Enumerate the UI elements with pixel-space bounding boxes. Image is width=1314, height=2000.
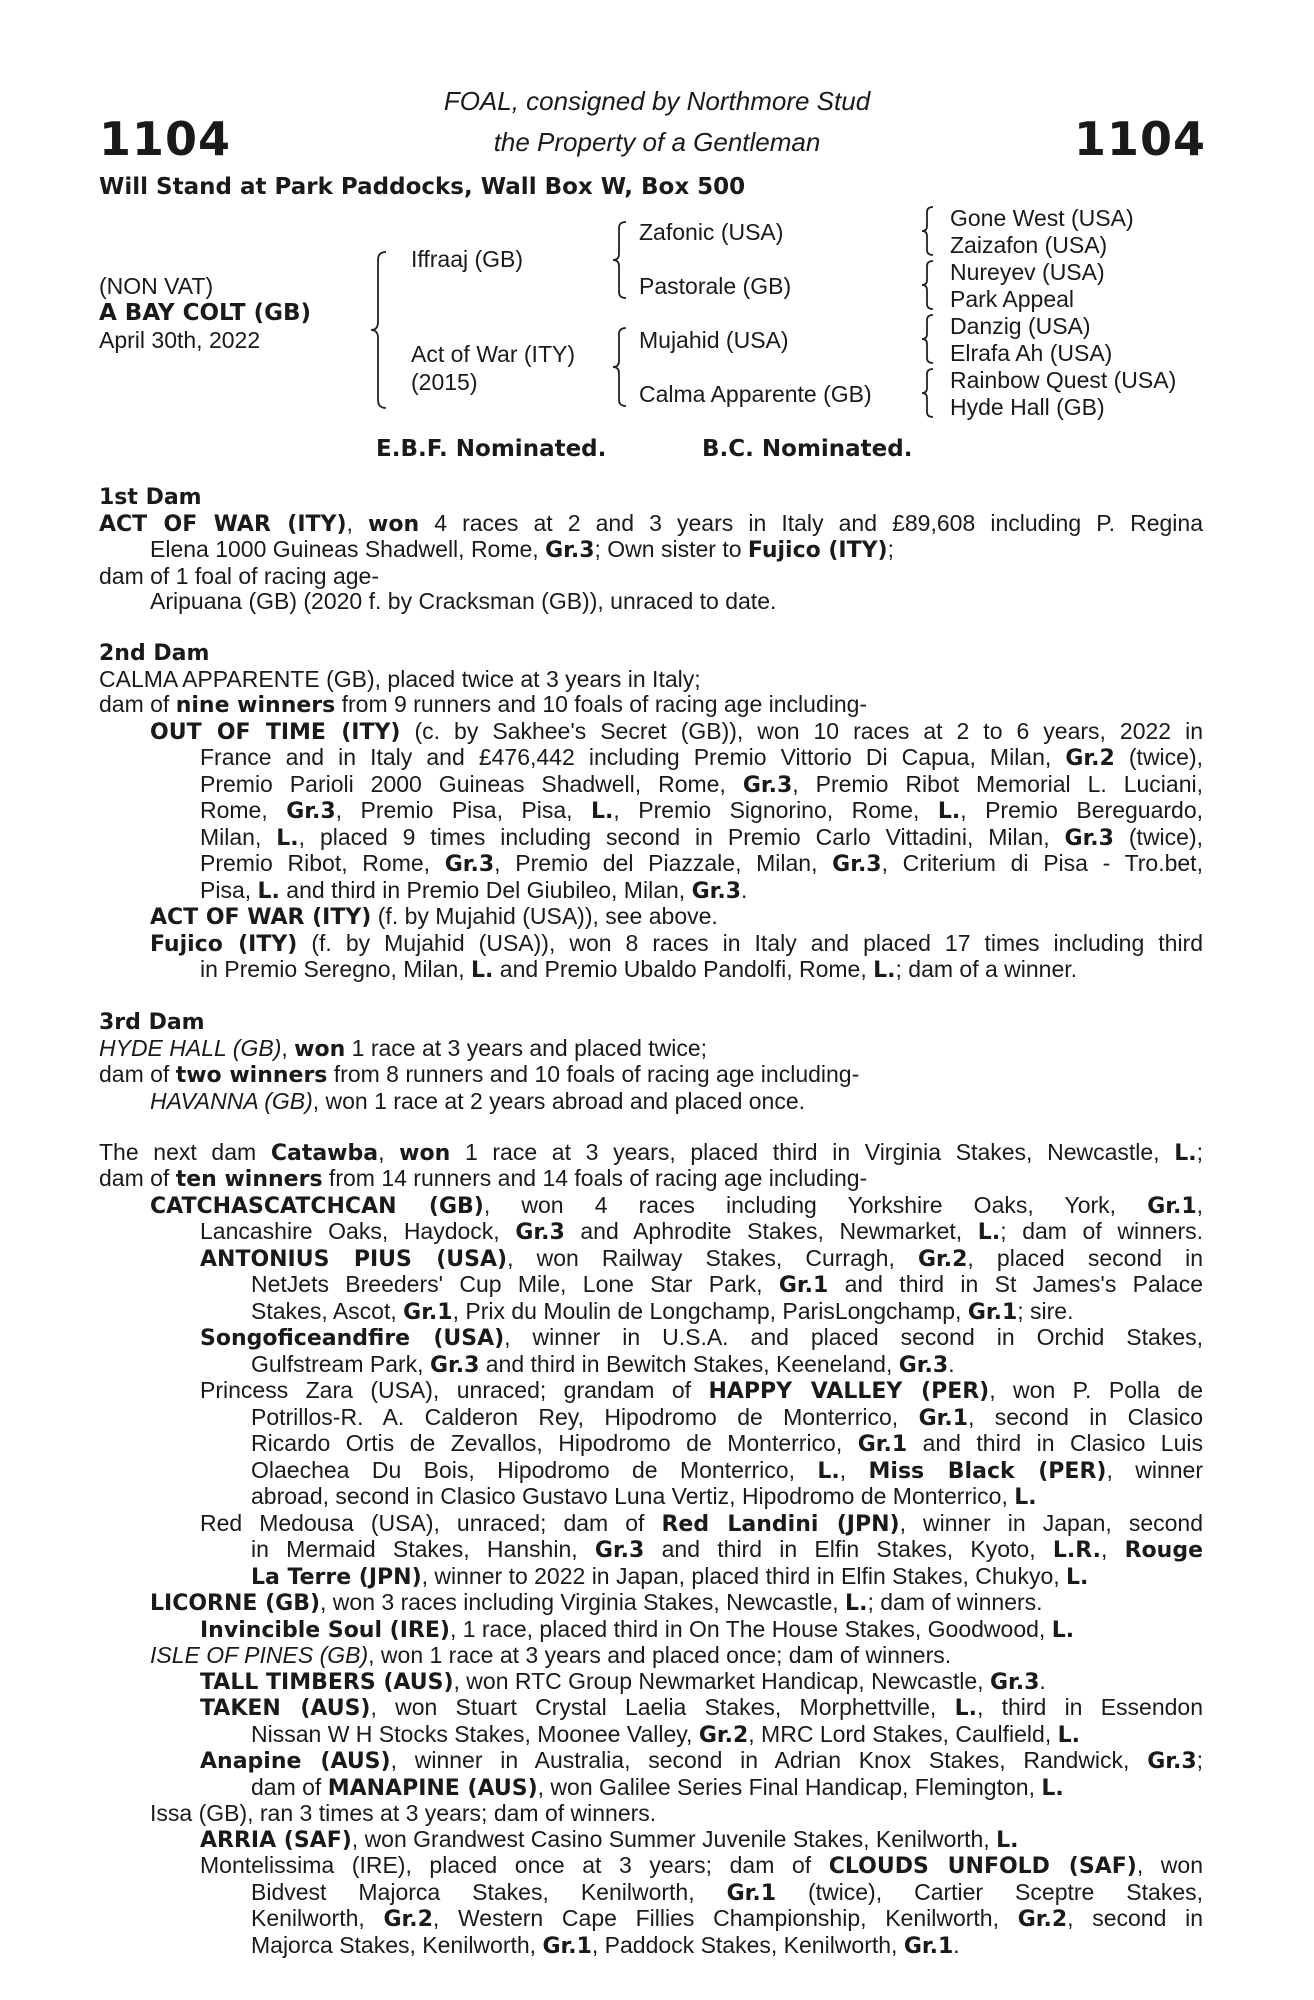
line-text: Aripuana (GB) (2020 f. by Cracksman (GB)), unraced to date. — [150, 588, 777, 614]
line-text: , second in Clasico — [968, 1403, 1203, 1430]
emphasis-text: Gr.1 — [1147, 1193, 1197, 1219]
emphasis-text: TALL TIMBERS (AUS) — [200, 1669, 454, 1695]
section-heading: 1st Dam — [99, 485, 202, 510]
emphasis-text: L. — [873, 958, 896, 983]
dam-year: (2015) — [411, 369, 478, 395]
emphasis-text: L. — [996, 1827, 1019, 1853]
line-text: and third in Clasico Luis — [907, 1430, 1203, 1456]
text-line — [99, 1590, 1203, 1617]
dam: Act of War (ITY) — [411, 341, 575, 367]
text-line — [99, 640, 1203, 667]
line-text: , won 4 races including Yorkshire Oaks, York, — [483, 1191, 1148, 1218]
line-text: , third in Essendon — [976, 1694, 1204, 1720]
text-line — [99, 1299, 1203, 1326]
text-line — [99, 719, 1203, 746]
line-text: (f. by Mujahid (USA)), won 8 races in Italy and placed 17 times including third — [297, 929, 1204, 956]
emphasis-text: nine winners — [175, 693, 336, 718]
text-line — [99, 484, 1203, 511]
line-text: Ricardo Ortis de Zevallos, Hipodromo de Monterrico, — [251, 1430, 858, 1456]
text-line — [99, 1748, 1203, 1775]
emphasis-text: Gr.3 — [545, 538, 595, 563]
line-text: Issa (GB), ran 3 times at 3 years; dam of winners. — [150, 1800, 657, 1826]
line-text: , Premio Ribot Memorial L. Luciani, — [792, 770, 1203, 797]
text-line — [99, 878, 1203, 905]
emphasis-text: Gr.3 — [594, 1538, 645, 1563]
line-text: , winner in U.S.A. and placed second in Orchid Stakes, — [504, 1324, 1204, 1350]
emphasis-text: Gr.1 — [918, 1405, 968, 1431]
text-line — [99, 692, 1203, 719]
emphasis-text: Gr.3 — [832, 852, 882, 877]
gen3-brace-3 — [920, 313, 936, 365]
text-line — [99, 1801, 1203, 1827]
line-text: , won Grandwest Casino Summer Juvenile Stakes, Kenilworth, — [351, 1825, 997, 1852]
property-line: the Property of a Gentleman — [493, 127, 821, 157]
text-line — [99, 1325, 1203, 1352]
emphasis-text: L. — [1041, 1775, 1064, 1801]
line-text: and third in Bewitch Stakes, Keeneland, — [479, 1350, 899, 1377]
line-text: dam of — [251, 1773, 328, 1800]
line-text: and Premio Ubaldo Pandolfi, Rome, — [493, 956, 874, 982]
emphasis-text: Gr.2 — [698, 1722, 749, 1748]
spacer — [99, 1114, 1203, 1140]
emphasis-text: L. — [954, 1696, 977, 1721]
text-line — [99, 851, 1203, 878]
line-text: , won 1 race at 3 years and placed once; dam of winners. — [368, 1642, 952, 1668]
line-text: . — [741, 876, 748, 903]
line-text: . — [953, 1931, 960, 1958]
line-text: in Premio Seregno, Milan, — [200, 956, 472, 982]
emphasis-text: ACT OF WAR (ITY) — [150, 905, 372, 930]
emphasis-text: Gr.1 — [778, 1273, 829, 1298]
line-text: Princess Zara (USA), unraced; grandam of — [200, 1377, 709, 1403]
emphasis-text: OUT OF TIME (ITY) — [150, 719, 401, 745]
section-heading: 2nd Dam — [99, 641, 210, 666]
line-text: Premio Ribot, Rome, — [200, 850, 445, 876]
text-line — [99, 1352, 1203, 1379]
text-line — [99, 1643, 1203, 1669]
line-text: , MRC Lord Stakes, Caulfield, — [748, 1720, 1058, 1747]
text-line — [99, 667, 1203, 693]
line-text: France and in Italy and £476,442 including Premio Vittorio Di Capua, Milan, — [200, 744, 1066, 770]
text-line — [99, 1378, 1203, 1405]
emphasis-text: Gr.3 — [429, 1352, 480, 1378]
emphasis-text: L. — [845, 1591, 868, 1616]
text-line — [99, 1695, 1203, 1722]
line-text: , Premio Signorino, Rome, — [613, 797, 938, 823]
line-text: Rome, — [200, 797, 287, 823]
line-text: , 1 race, placed third in On The House Stakes, Goodwood, — [449, 1615, 1052, 1642]
emphasis-text: L. — [977, 1220, 1001, 1245]
emphasis-text: L. — [1066, 1564, 1089, 1590]
line-text: , won 3 races including Virginia Stakes, Newcastle, — [320, 1589, 846, 1615]
text-line — [99, 1272, 1203, 1299]
line-text: Bidvest Majorca Stakes, Kenilworth, — [251, 1878, 727, 1905]
line-text: , Western Cape Fillies Championship, Kenilworth, — [432, 1905, 1018, 1931]
gen3-3: Nureyev (USA) — [950, 259, 1105, 285]
line-text: , placed 9 times including second in Premio Carlo Vittadini, Milan, — [298, 823, 1065, 850]
text-line — [99, 1431, 1203, 1458]
text-line — [99, 1484, 1203, 1511]
sire: Iffraaj (GB) — [411, 246, 524, 272]
line-text: (twice), Cartier Sceptre Stakes, — [776, 1878, 1203, 1905]
text-line — [99, 1219, 1203, 1246]
text-line — [99, 1009, 1203, 1036]
line-text: abroad, second in Clasico Gustavo Luna Vertiz, Hipodromo de Monterrico, — [251, 1483, 1015, 1509]
line-text: ; sire. — [1017, 1297, 1074, 1324]
emphasis-text: Red Landini (JPN) — [661, 1511, 900, 1537]
line-text: dam of — [99, 1061, 176, 1087]
emphasis-text: L. — [937, 799, 961, 824]
gen3-2: Zaizafon (USA) — [950, 232, 1108, 258]
line-text: dam of — [99, 691, 176, 717]
line-text: , — [839, 1456, 869, 1483]
lot-number-right: 1104 — [1073, 112, 1206, 166]
text-line — [99, 1193, 1203, 1220]
text-line — [99, 798, 1203, 825]
line-text: , Premio Bereguardo, — [960, 797, 1203, 823]
text-line — [99, 589, 1203, 615]
emphasis-text: Gr.3 — [691, 878, 741, 904]
line-text: , won 1 race at 2 years abroad and placed once. — [312, 1087, 806, 1114]
line-text: ; Own sister to — [594, 536, 748, 562]
line-text: , winner in Australia, second in Adrian Knox Stakes, Randwick, — [390, 1747, 1148, 1773]
emphasis-text: won — [294, 1036, 346, 1062]
line-text: , second in — [1067, 1905, 1203, 1931]
text-line — [99, 1853, 1203, 1880]
lot-number-left: 1104 — [99, 112, 232, 166]
line-text: ; dam of a winner. — [895, 956, 1078, 982]
gen3-6: Elrafa Ah (USA) — [950, 340, 1113, 366]
emphasis-text: Gr.1 — [726, 1880, 777, 1906]
gen3-1: Gone West (USA) — [950, 205, 1134, 231]
emphasis-text: HAPPY VALLEY (PER) — [708, 1379, 990, 1404]
section-heading: 3rd Dam — [99, 1010, 205, 1035]
emphasis-text: ACT OF WAR (ITY) — [99, 511, 347, 537]
text-line — [99, 1458, 1203, 1485]
line-text: , — [1100, 1536, 1125, 1562]
emphasis-text: Gr.2 — [1017, 1907, 1068, 1932]
emphasis-text: L. — [817, 1458, 840, 1484]
emphasis-text: Gr.3 — [1147, 1749, 1197, 1774]
emphasis-text: Gr.3 — [1064, 825, 1114, 851]
line-text: , won P. Polla de — [989, 1377, 1204, 1403]
gen3-brace-2 — [920, 259, 936, 311]
vat-status: (NON VAT) — [99, 273, 214, 299]
line-text: from 8 runners and 10 foals of racing age including- — [327, 1061, 860, 1087]
line-text: , Criterium di Pisa - Tro.bet, — [881, 850, 1203, 876]
text-line — [99, 1564, 1203, 1591]
line-text: NetJets Breeders' Cup Mile, Lone Star Park, — [251, 1271, 779, 1297]
emphasis-text: CATCHASCATCHCAN (GB) — [150, 1193, 484, 1219]
line-text: , — [1196, 1191, 1204, 1218]
line-text: , Paddock Stakes, Kenilworth, — [591, 1931, 904, 1958]
emphasis-text: Gr.1 — [542, 1933, 592, 1959]
text-line — [99, 1906, 1203, 1933]
line-text: The next dam — [99, 1138, 271, 1165]
text-line — [99, 1246, 1203, 1273]
text-line — [99, 564, 1203, 590]
line-text: in Mermaid Stakes, Hanshin, — [251, 1536, 595, 1562]
text-line — [99, 957, 1203, 984]
gen3-brace-4 — [920, 367, 936, 419]
line-text: Nissan W H Stocks Stakes, Moonee Valley, — [251, 1720, 699, 1747]
subject-name: A BAY COLT (GB) — [99, 300, 312, 326]
text-line — [99, 772, 1203, 799]
line-text: Gulfstream Park, — [251, 1350, 430, 1377]
line-text: dam of 1 foal of racing age- — [99, 562, 379, 589]
emphasis-text: Miss Black (PER) — [868, 1458, 1107, 1484]
line-text: Majorca Stakes, Kenilworth, — [251, 1931, 543, 1958]
line-text: , — [378, 1138, 400, 1165]
emphasis-text: Songoficeandfire (USA) — [200, 1326, 505, 1351]
consignment-line: FOAL, consigned by Northmore Stud — [443, 86, 871, 116]
emphasis-text: ARRIA (SAF) — [200, 1827, 352, 1853]
line-text: , won — [1136, 1852, 1204, 1878]
emphasis-text: L. — [471, 958, 494, 983]
line-text: ; — [1196, 1138, 1204, 1165]
emphasis-text: Gr.1 — [403, 1299, 453, 1325]
produce-record — [99, 484, 1203, 1959]
foaling-date: April 30th, 2022 — [99, 327, 261, 353]
emphasis-text: L. — [257, 878, 280, 904]
line-text: (f. by Mujahid (USA)), see above. — [371, 903, 718, 929]
line-text: , Premio del Piazzale, Milan, — [494, 850, 833, 876]
text-line — [99, 1511, 1203, 1538]
emphasis-text: TAKEN (AUS) — [200, 1696, 371, 1721]
spacer — [99, 984, 1203, 1010]
line-text: and Aphrodite Stakes, Newmarket, — [564, 1218, 978, 1244]
dam-sire: Mujahid (USA) — [639, 327, 789, 353]
line-text: , placed second in — [967, 1244, 1204, 1271]
text-line — [99, 1405, 1203, 1432]
line-text: Lancashire Oaks, Haydock, — [200, 1218, 516, 1244]
sire-dam-brace — [368, 250, 390, 410]
emphasis-text: L. — [276, 825, 299, 851]
line-text: , won Railway Stakes, Curragh, — [507, 1244, 918, 1271]
emphasis-text: L. — [1057, 1722, 1080, 1748]
emphasis-text: Gr.1 — [967, 1299, 1018, 1325]
emphasis-text: two winners — [175, 1063, 328, 1088]
emphasis-text: Gr.1 — [903, 1933, 954, 1959]
line-text: , winner in Japan, second — [899, 1509, 1203, 1536]
text-line — [99, 1880, 1203, 1907]
emphasis-text: CLOUDS UNFOLD (SAF) — [828, 1854, 1137, 1879]
line-text: Premio Parioli 2000 Guineas Shadwell, Rome, — [200, 770, 743, 797]
text-line — [99, 511, 1203, 538]
gen3-7: Rainbow Quest (USA) — [950, 367, 1177, 393]
sire-dam: Pastorale (GB) — [639, 273, 792, 299]
text-line — [99, 1933, 1203, 1960]
line-text: CALMA APPARENTE (GB), placed twice at 3 years in Italy; — [99, 665, 701, 692]
italic-text: HYDE HALL (GB) — [99, 1034, 282, 1061]
line-text: Stakes, Ascot, — [251, 1297, 404, 1324]
emphasis-text: Catawba — [270, 1140, 379, 1166]
emphasis-text: Rouge — [1124, 1538, 1203, 1563]
line-text: Olaechea Du Bois, Hipodromo de Monterrico, — [251, 1456, 818, 1483]
line-text: . — [948, 1350, 955, 1377]
line-text: 4 races at 2 and 3 years in Italy and £89,608 including P. Regina — [419, 509, 1203, 536]
text-line — [99, 1669, 1203, 1696]
emphasis-text: Fujico (ITY) — [747, 538, 888, 563]
bc-nomination: B.C. Nominated. — [702, 436, 913, 462]
line-text: , Premio Pisa, Pisa, — [335, 797, 592, 823]
emphasis-text: won — [368, 511, 420, 537]
emphasis-text: L. — [1014, 1485, 1037, 1510]
line-text: ; — [1196, 1747, 1204, 1773]
emphasis-text: ten winners — [175, 1167, 323, 1192]
emphasis-text: Gr.3 — [444, 852, 495, 877]
line-text: Red Medousa (USA), unraced; dam of — [200, 1509, 662, 1536]
line-text: , won Stuart Crystal Laelia Stakes, Morphettville, — [370, 1694, 955, 1720]
gen3-brace-1 — [920, 205, 936, 257]
emphasis-text: Gr.3 — [742, 772, 793, 798]
line-text: ; dam of winners. — [1000, 1218, 1203, 1244]
line-text: Potrillos-R. A. Calderon Rey, Hipodromo de Monterrico, — [251, 1403, 919, 1430]
text-line — [99, 1062, 1203, 1089]
emphasis-text: Fujico (ITY) — [150, 931, 298, 957]
line-text: Kenilworth, — [251, 1905, 384, 1931]
text-line — [99, 1827, 1203, 1854]
line-text: ; dam of winners. — [867, 1589, 1043, 1615]
text-line — [99, 1140, 1203, 1167]
text-line — [99, 1537, 1203, 1564]
emphasis-text: Invincible Soul (IRE) — [200, 1617, 450, 1643]
italic-text: ISLE OF PINES (GB) — [150, 1642, 369, 1668]
line-text: and third in Premio Del Giubileo, Milan, — [279, 876, 692, 903]
line-text: , Prix du Moulin de Longchamp, ParisLongchamp, — [452, 1297, 968, 1324]
emphasis-text: Gr.2 — [1065, 746, 1115, 771]
line-text: . — [1039, 1667, 1046, 1694]
emphasis-text: Gr.3 — [286, 799, 336, 824]
line-text: , won RTC Group Newmarket Handicap, Newcastle, — [453, 1667, 990, 1694]
spacer — [99, 615, 1203, 641]
line-text: (twice), — [1114, 744, 1204, 770]
line-text: from 14 runners and 14 foals of racing age including- — [322, 1165, 868, 1191]
emphasis-text: Anapine (AUS) — [200, 1749, 391, 1774]
line-text: Milan, — [200, 823, 277, 850]
line-text: and third in St James's Palace — [828, 1271, 1203, 1297]
line-text: and third in Elfin Stakes, Kyoto, — [644, 1536, 1053, 1562]
emphasis-text: Gr.2 — [383, 1907, 433, 1932]
sire-sire: Zafonic (USA) — [639, 219, 784, 245]
line-text: , — [346, 509, 368, 536]
text-line — [99, 745, 1203, 772]
text-line — [99, 537, 1203, 564]
emphasis-text: MANAPINE (AUS) — [327, 1775, 538, 1801]
text-line — [99, 1166, 1203, 1193]
text-line — [99, 1036, 1203, 1063]
text-line — [99, 931, 1203, 958]
emphasis-text: Gr.3 — [898, 1352, 949, 1378]
gen3-8: Hyde Hall (GB) — [950, 394, 1105, 420]
line-text: , won Galilee Series Final Handicap, Flemington, — [537, 1773, 1042, 1800]
line-text: ; — [887, 536, 895, 562]
emphasis-text: La Terre (JPN) — [251, 1564, 422, 1590]
line-text: 1 race at 3 years, placed third in Virginia Stakes, Newcastle, — [450, 1138, 1175, 1165]
text-line — [99, 1617, 1203, 1644]
dam-brace — [610, 326, 630, 408]
ebf-nomination: E.B.F. Nominated. — [376, 436, 607, 462]
text-line — [99, 1089, 1203, 1115]
emphasis-text: ANTONIUS PIUS (USA) — [200, 1246, 508, 1272]
gen3-5: Danzig (USA) — [950, 313, 1091, 339]
emphasis-text: L. — [1051, 1617, 1075, 1643]
dam-dam: Calma Apparente (GB) — [639, 381, 872, 407]
line-text: from 9 runners and 10 foals of racing age including- — [335, 691, 868, 717]
line-text: dam of — [99, 1165, 176, 1191]
line-text: Montelissima (IRE), placed once at 3 years; dam of — [200, 1852, 829, 1878]
emphasis-text: L.R. — [1052, 1538, 1101, 1563]
gen3-4: Park Appeal — [950, 286, 1075, 312]
sire-brace — [610, 220, 630, 300]
emphasis-text: Gr.3 — [515, 1220, 565, 1245]
line-text: Pisa, — [200, 876, 258, 903]
emphasis-text: L. — [1174, 1140, 1197, 1166]
line-text: (c. by Sakhee's Secret (GB)), won 10 races at 2 to 6 years, 2022 in — [400, 717, 1203, 744]
line-text: Elena 1000 Guineas Shadwell, Rome, — [150, 536, 546, 562]
italic-text: HAVANNA (GB) — [150, 1087, 313, 1114]
line-text: , winner — [1106, 1456, 1203, 1483]
emphasis-text: Gr.3 — [989, 1669, 1040, 1695]
text-line — [99, 825, 1203, 852]
emphasis-text: Gr.1 — [857, 1432, 908, 1457]
emphasis-text: LICORNE (GB) — [150, 1591, 321, 1616]
line-text: 1 race at 3 years and placed twice; — [345, 1034, 708, 1061]
text-line — [99, 904, 1203, 931]
line-text: , winner to 2022 in Japan, placed third in Elfin Stakes, Chukyo, — [421, 1562, 1067, 1589]
stand-location: Will Stand at Park Paddocks, Wall Box W, Box 500 — [99, 174, 746, 200]
emphasis-text: won — [399, 1140, 451, 1166]
text-line — [99, 1722, 1203, 1749]
line-text: , — [281, 1034, 295, 1061]
emphasis-text: L. — [591, 799, 614, 824]
line-text: (twice), — [1113, 823, 1203, 850]
text-line — [99, 1775, 1203, 1802]
emphasis-text: Gr.2 — [917, 1246, 968, 1272]
